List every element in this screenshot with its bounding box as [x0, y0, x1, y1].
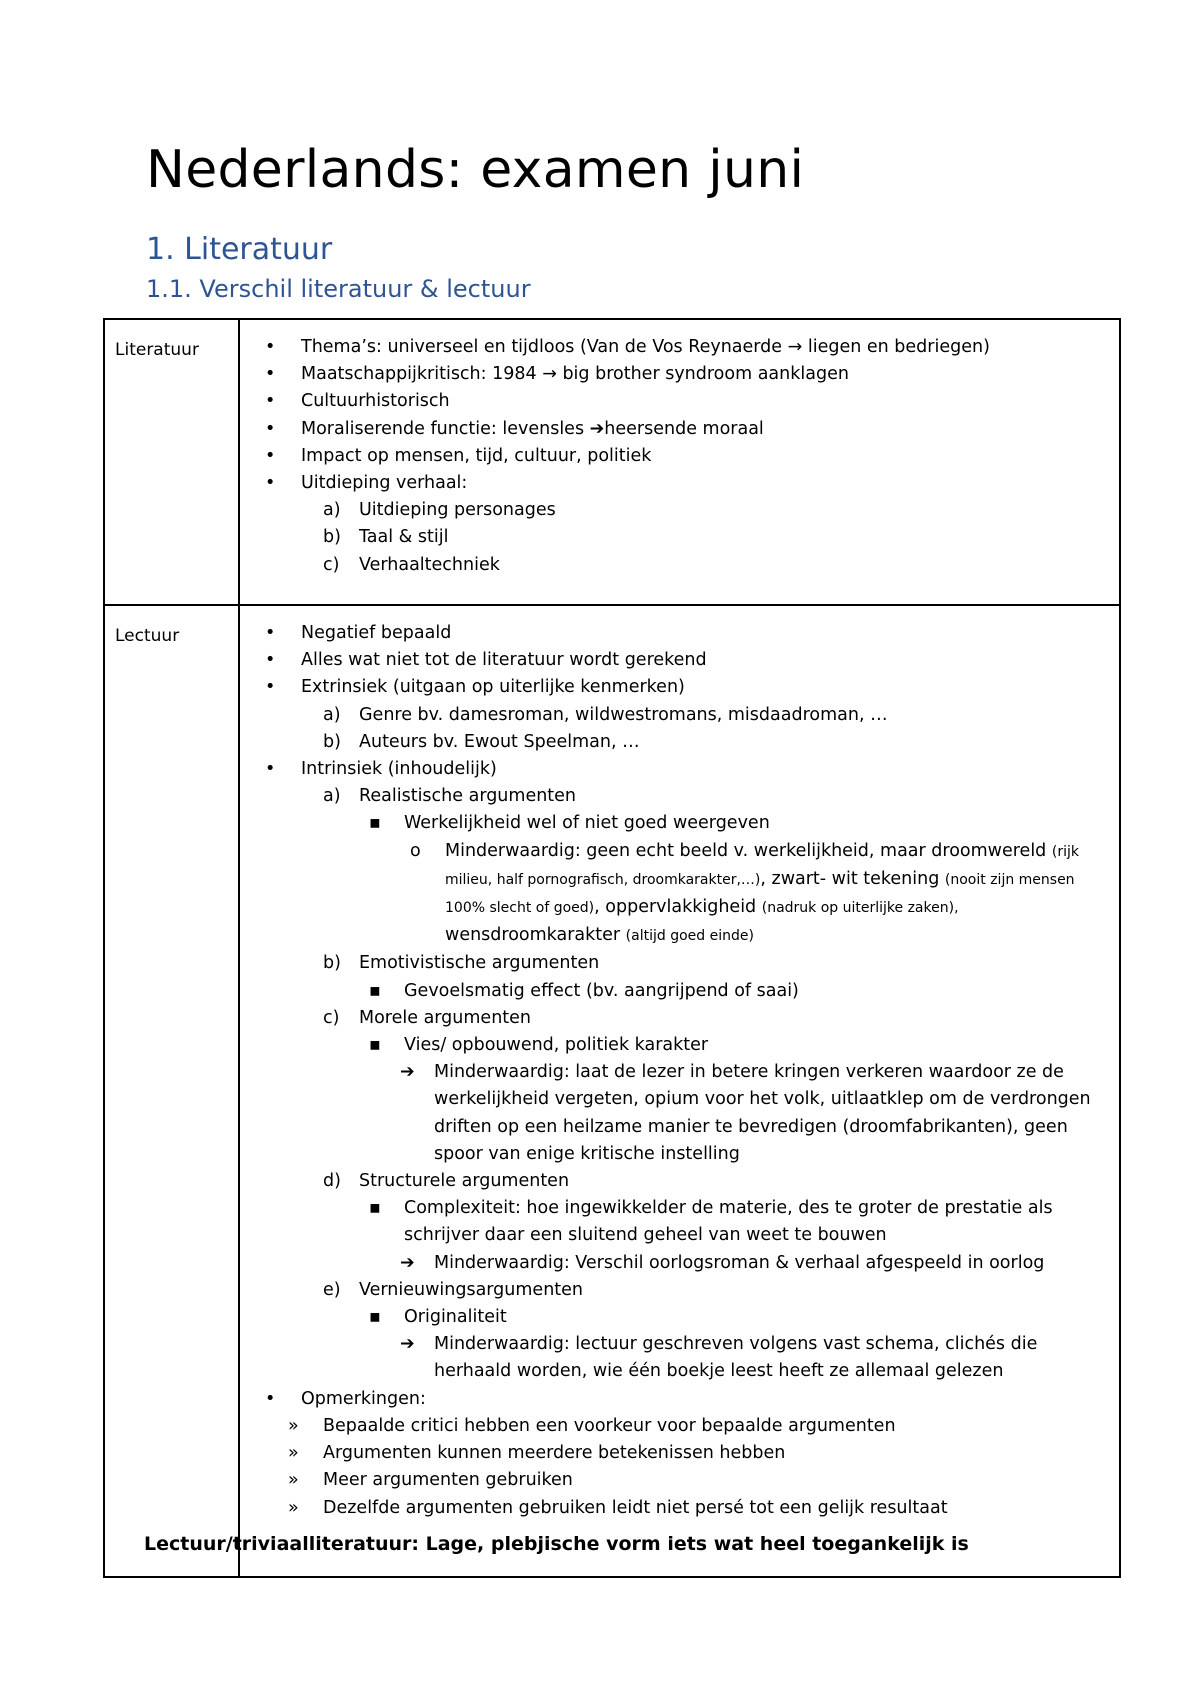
list-item: • Opmerkingen: [240, 1386, 1119, 1413]
arrow-icon: ➔ [400, 1252, 415, 1273]
arrow-icon: → [542, 364, 557, 385]
footer-definition: Lectuur/triviaalliteratuur: Lage, plebjische vorm iets wat heel toegankelijk is [144, 1533, 969, 1555]
bullet-icon: • [265, 337, 276, 357]
table-row-lectuur [104, 605, 1120, 1577]
arrow-icon: ➔ [400, 1334, 415, 1355]
circle-bullet-icon: o [410, 840, 421, 861]
list-item: c) Morele argumenten [323, 1007, 532, 1028]
list-item: ➔ Minderwaardig: laat de lezer in betere kringen verkeren waardoor ze de [240, 1059, 1119, 1086]
comparison-table [103, 318, 1121, 1578]
remark-item: » Dezelfde argumenten gebruiken leidt niet persé tot een gelijk resultaat [240, 1495, 1119, 1522]
list-item: ▪ Complexiteit: hoe ingewikkelder de materie, des te groter de prestatie als [240, 1195, 1119, 1222]
list-item: ➔ Minderwaardig: lectuur geschreven volgens vast schema, clichés die [240, 1331, 1119, 1358]
bullet-icon: • [265, 1388, 276, 1409]
list-item: ▪ Werkelijkheid wel of niet goed weergeven [240, 810, 1119, 837]
heading-verschil: 1.1. Verschil literatuur & lectuur [146, 275, 531, 303]
bullet-icon: • [265, 759, 276, 780]
list-item: • Alles wat niet tot de literatuur wordt gerekend [240, 647, 1119, 674]
row-label: Lectuur [104, 605, 239, 1577]
list-item: ▪ Gevoelsmatig effect (bv. aangrijpend of saai) [240, 978, 1119, 1005]
list-item: a) Genre bv. damesroman, wildwestromans, misdaadroman, … [323, 704, 888, 725]
raquo-icon: » [288, 1497, 299, 1518]
list-item: ▪ Vies/ opbouwend, politiek karakter [240, 1032, 1119, 1059]
arrow-icon: → [787, 337, 803, 357]
row-content [239, 319, 1120, 605]
list-item-continuation: spoor van enige kritische instelling [434, 1143, 740, 1164]
list-item: o Minderwaardig: geen echt beeld v. werkelijkheid, maar droomwereld (rijk [240, 838, 1119, 866]
square-bullet-icon: ▪ [369, 1307, 381, 1328]
list-item-continuation: herhaald worden, wie één boekje leest heeft ze allemaal gelezen [434, 1361, 1004, 1382]
remark-item: » Argumenten kunnen meerdere betekenissen hebben [240, 1440, 1119, 1467]
square-bullet-icon: ▪ [369, 1035, 381, 1056]
list-item: a) Realistische argumenten [323, 786, 577, 807]
bullet-icon: • [265, 391, 276, 412]
list-item: • Moraliserende functie: levensles ➔heersende moraal [240, 416, 1119, 443]
heading-literatuur: 1. Literatuur [146, 232, 333, 267]
raquo-icon: » [288, 1415, 299, 1436]
table-row-literatuur [104, 319, 1120, 605]
list-item-continuation: werkelijkheid vergeten, opium voor het volk, uitlaatklep om de verdrongen [434, 1089, 1091, 1110]
list-item: b) Taal & stijl [323, 527, 449, 548]
bullet-icon: • [265, 677, 276, 698]
list-item: c) Verhaaltechniek [323, 554, 500, 575]
row-label: Literatuur [104, 319, 239, 605]
list-item: • Maatschappijkritisch: 1984 → big brother syndroom aanklagen [240, 361, 1119, 388]
list-item-continuation: milieu, half pornografisch, droomkarakter,…), zwart- wit tekening (nooit zijn mensen [445, 868, 1075, 889]
list-item-continuation: schrijver daar een sluitend geheel van weet te bouwen [404, 1225, 887, 1246]
list-item: • Uitdieping verhaal: [240, 470, 1119, 497]
list-item: • Cultuurhistorisch [240, 388, 1119, 415]
list-item-continuation: driften op een heilzame manier te bevredigen (droomfabrikanten), geen [434, 1116, 1068, 1137]
bullet-icon: • [265, 445, 276, 466]
raquo-icon: » [288, 1443, 299, 1464]
arrow-icon: ➔ [589, 418, 605, 439]
bullet-icon: • [265, 473, 276, 494]
list-item: • Negatief bepaald [240, 620, 1119, 647]
bullet-icon: • [265, 418, 276, 439]
list-item: b) Auteurs bv. Ewout Speelman, … [323, 731, 640, 752]
bullet-icon: • [265, 650, 276, 671]
remark-item: » Bepaalde critici hebben een voorkeur voor bepaalde argumenten [240, 1413, 1119, 1440]
square-bullet-icon: ▪ [369, 1198, 381, 1219]
bullet-icon: • [265, 364, 276, 385]
square-bullet-icon: ▪ [369, 813, 381, 834]
list-item: • Thema’s: universeel en tijdloos (Van de Vos Reynaerde → liegen en bedriegen) [240, 334, 1119, 361]
list-item: d) Structurele argumenten [323, 1171, 570, 1192]
list-item: e) Vernieuwingsargumenten [323, 1279, 584, 1300]
arrow-icon: ➔ [400, 1062, 415, 1083]
list-item-continuation: wensdroomkarakter (altijd goed einde) [445, 925, 754, 946]
list-item: • Extrinsiek (uitgaan op uiterlijke kenmerken) [240, 674, 1119, 701]
square-bullet-icon: ▪ [369, 980, 381, 1001]
bullet-icon: • [265, 623, 276, 643]
list-item: • Intrinsiek (inhoudelijk) [240, 756, 1119, 783]
page-title: Nederlands: examen juni [146, 140, 805, 200]
list-item: a) Uitdieping personages [323, 500, 556, 521]
list-item-continuation: 100% slecht of goed), oppervlakkigheid (nadruk op uiterlijke zaken), [445, 897, 959, 918]
remark-item: » Meer argumenten gebruiken [240, 1467, 1119, 1494]
raquo-icon: » [288, 1470, 299, 1491]
list-item: b) Emotivistische argumenten [323, 953, 600, 974]
list-item: ➔ Minderwaardig: Verschil oorlogsroman & verhaal afgespeeld in oorlog [240, 1250, 1119, 1277]
row-content [239, 605, 1120, 1577]
list-item: • Impact op mensen, tijd, cultuur, politiek [240, 443, 1119, 470]
list-item: ▪ Originaliteit [240, 1304, 1119, 1331]
